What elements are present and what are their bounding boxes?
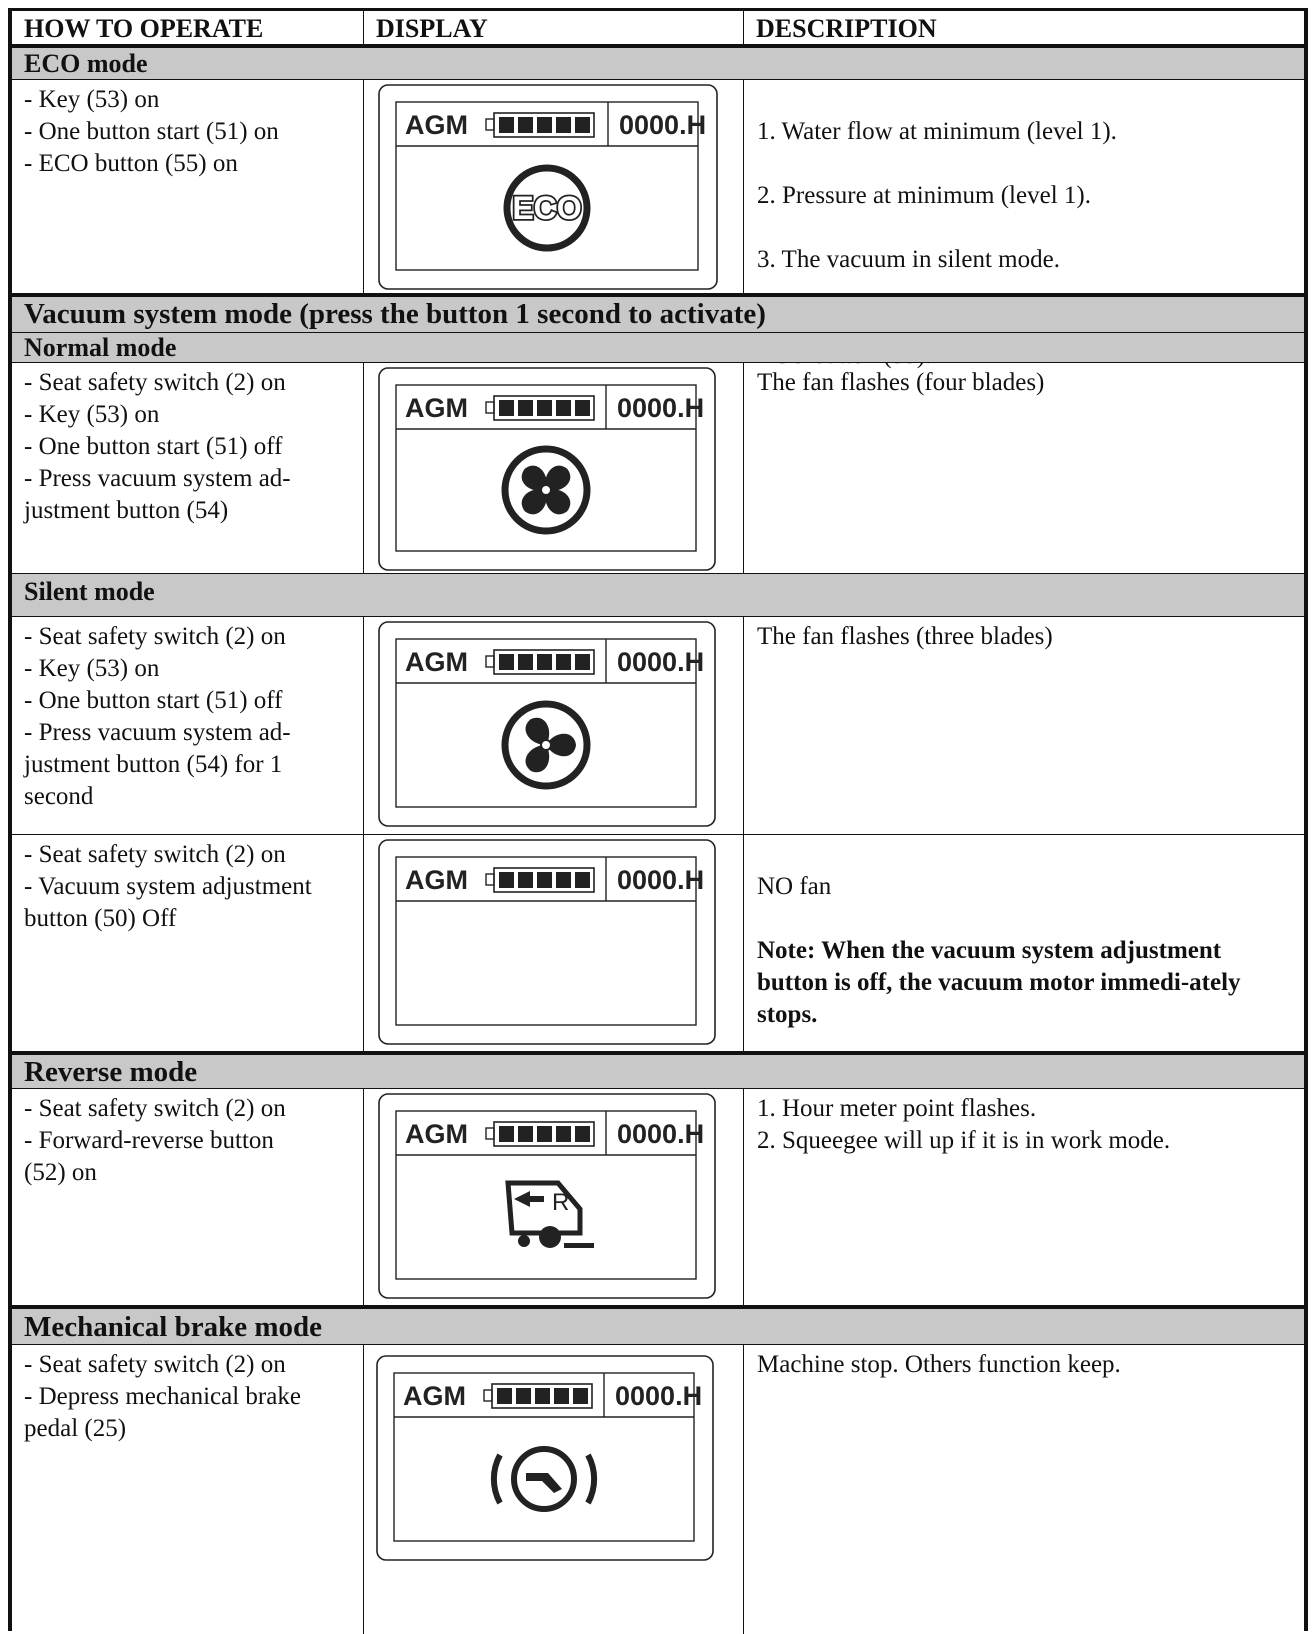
off-description <box>757 839 1296 1063</box>
hour-meter-label: 0000.H <box>617 393 705 423</box>
silent-description: The fan flashes (three blades) <box>757 623 1053 650</box>
battery-type-label: AGM <box>403 1381 466 1411</box>
fan-four-blade-icon <box>505 449 587 531</box>
table-row-reverse <box>12 1089 1304 1305</box>
section-vacuum-title: Vacuum system mode (press the button 1 second to activate) <box>12 293 1304 333</box>
eco-desc-line: 3. The vacuum in silent mode. <box>757 246 1060 273</box>
hour-meter-label: 0000.H <box>619 110 707 140</box>
section-reverse-title: Reverse mode <box>12 1051 1304 1089</box>
battery-gauge-icon <box>484 1384 592 1408</box>
eco-operate: - Key (53) on - One button start (51) on - ECO button (55) on <box>24 86 279 177</box>
svg-text:ECO: ECO <box>512 190 582 226</box>
hour-meter-label: 0000.H <box>617 647 705 677</box>
silent-operate: - Seat safety switch (2) on - Key (53) on - One button start (51) off - Press vacuum system ad- justment button (54) for 1 second <box>24 623 291 810</box>
operation-table <box>8 8 1308 1631</box>
reverse-machine-icon <box>508 1183 594 1248</box>
table-row-normal <box>12 363 1304 573</box>
lcd-display-reverse <box>378 1093 716 1299</box>
section-eco-title: ECO mode <box>12 48 1304 80</box>
section-brake-title: Mechanical brake mode <box>12 1305 1304 1345</box>
eco-desc-line: 2. Pressure at minimum (level 1). <box>757 182 1091 209</box>
lcd-display-off <box>378 839 716 1045</box>
hour-meter-label: 0000.H <box>617 1119 705 1149</box>
battery-type-label: AGM <box>405 647 468 677</box>
battery-gauge-icon <box>486 868 594 892</box>
off-operate: - Seat safety switch (2) on - Vacuum system adjustment button (50) Off <box>24 841 312 932</box>
lcd-display-normal <box>378 367 716 571</box>
brake-operate: - Seat safety switch (2) on - Depress mechanical brake pedal (25) <box>24 1351 301 1442</box>
battery-gauge-icon <box>486 396 594 420</box>
normal-operate: - Seat safety switch (2) on - Key (53) on - One button start (51) off - Press vacuum system ad- justment button (54) <box>24 369 291 524</box>
lcd-display-eco <box>378 84 718 290</box>
battery-gauge-icon <box>486 113 594 137</box>
table-row-silent <box>12 617 1304 835</box>
reverse-description: 1. Hour meter point flashes. 2. Squeegee will up if it is in work mode. <box>757 1095 1171 1154</box>
brake-icon <box>494 1449 594 1509</box>
off-note: Note: When the vacuum system adjustment button is off, the vacuum motor immedi-ately stops. <box>757 937 1241 1028</box>
brake-description: Machine stop. Others function keep. <box>757 1351 1121 1378</box>
header-description: DESCRIPTION <box>756 14 937 43</box>
hour-meter-label: 0000.H <box>615 1381 703 1411</box>
table-header <box>12 11 1304 48</box>
battery-type-label: AGM <box>405 393 468 423</box>
table-row-vacuum-off <box>12 835 1304 1051</box>
hour-meter-label: 0000.H <box>617 865 705 895</box>
battery-type-label: AGM <box>405 110 468 140</box>
svg-text:R: R <box>552 1189 570 1216</box>
battery-type-label: AGM <box>405 1119 468 1149</box>
header-operate: HOW TO OPERATE <box>24 14 264 43</box>
table-row-brake <box>12 1345 1304 1634</box>
fan-three-blade-icon <box>505 704 587 786</box>
lcd-display-silent <box>378 621 716 827</box>
reverse-operate: - Seat safety switch (2) on - Forward-reverse button (52) on <box>24 1095 286 1186</box>
header-display: DISPLAY <box>376 14 488 43</box>
battery-gauge-icon <box>486 1122 594 1146</box>
table-row-eco <box>12 80 1304 293</box>
section-normal-title: Normal mode <box>12 333 1304 363</box>
eco-icon <box>507 168 587 248</box>
lcd-display-brake <box>376 1355 714 1561</box>
battery-gauge-icon <box>486 650 594 674</box>
battery-type-label: AGM <box>405 865 468 895</box>
off-desc: NO fan <box>757 873 832 900</box>
normal-description: The fan flashes (four blades) <box>757 369 1045 396</box>
section-silent-title: Silent mode <box>12 573 1304 617</box>
eco-desc-line: 1. Water flow at minimum (level 1). <box>757 118 1117 145</box>
